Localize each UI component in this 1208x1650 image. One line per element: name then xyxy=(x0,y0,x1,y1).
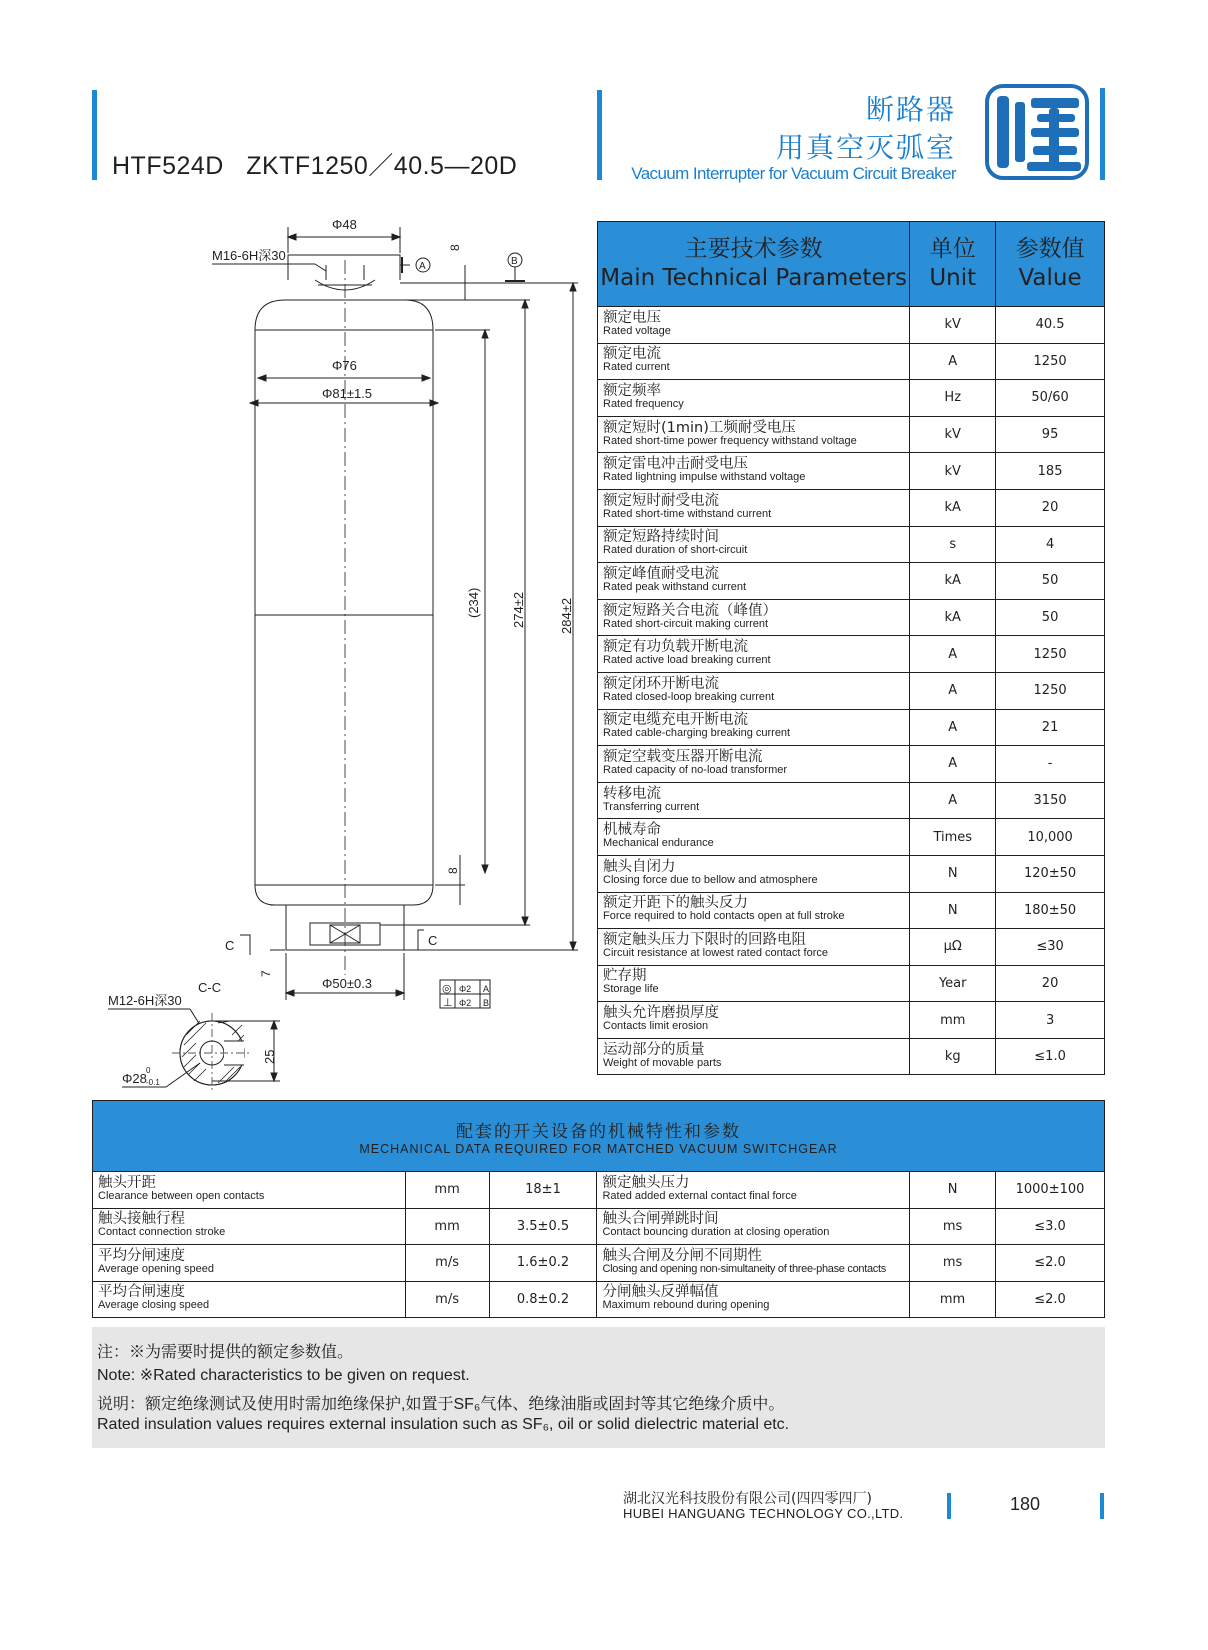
param-cell xyxy=(598,380,910,417)
header-value-cn: 参数值 xyxy=(1015,236,1085,262)
unit-cell: ms xyxy=(910,1208,996,1245)
footer-company-cn: 湖北汉光科技股份有限公司(四四零四厂) xyxy=(623,1491,872,1507)
header-unit xyxy=(910,222,996,307)
footer-bar-left xyxy=(947,1493,951,1519)
dim-274: 274±2 xyxy=(511,591,526,628)
thread-top-label: M16-6H深30 xyxy=(212,248,286,263)
value-cell: 50 xyxy=(996,599,1105,636)
param-cn: 平均分闸速度 xyxy=(98,1247,185,1264)
param-cell xyxy=(598,563,910,600)
table-row xyxy=(598,526,1105,563)
unit-cell: A xyxy=(910,746,996,783)
note-cn: 注：※为需要时提供的额定参数值。 xyxy=(97,1344,354,1361)
param-cell xyxy=(598,526,910,563)
value-cell: 95 xyxy=(996,416,1105,453)
unit-cell: Hz xyxy=(910,380,996,417)
table-row xyxy=(598,929,1105,966)
header-param-en: Main Technical Parameters xyxy=(600,265,908,291)
value-cell: ≤2.0 xyxy=(996,1281,1105,1318)
param-cell xyxy=(93,1245,406,1282)
table-row xyxy=(598,416,1105,453)
unit-cell: mm xyxy=(910,1002,996,1039)
value-cell: ≤1.0 xyxy=(996,1038,1105,1075)
unit-cell: Times xyxy=(910,819,996,856)
value-cell: 10,000 xyxy=(996,819,1105,856)
param-cn: 额定空载变压器开断电流 xyxy=(603,748,763,765)
unit-cell: kA xyxy=(910,563,996,600)
title-cn-line2: 用真空灭弧室 xyxy=(775,131,956,164)
param-cell xyxy=(598,855,910,892)
mech-table-header xyxy=(93,1101,1105,1172)
dim-7: 7 xyxy=(259,970,273,977)
table-row xyxy=(598,672,1105,709)
value-cell: 1.6±0.2 xyxy=(489,1245,597,1282)
table-row xyxy=(598,343,1105,380)
header-right-bar xyxy=(1100,88,1105,180)
mech-header-cn: 配套的开关设备的机械特性和参数 xyxy=(456,1121,741,1142)
param-cell xyxy=(598,672,910,709)
unit-cell: A xyxy=(910,672,996,709)
param-cn: 额定雷电冲击耐受电压 xyxy=(603,456,748,473)
unit-cell: A xyxy=(910,709,996,746)
value-cell: 0.8±0.2 xyxy=(489,1281,597,1318)
param-en: Rated short-time withstand current xyxy=(603,507,772,520)
param-cell xyxy=(598,929,910,966)
param-en: Weight of movable parts xyxy=(603,1056,722,1069)
unit-cell: kV xyxy=(910,416,996,453)
table-row xyxy=(598,819,1105,856)
param-cell xyxy=(598,599,910,636)
unit-cell: m/s xyxy=(405,1245,489,1282)
tol2-value: Φ2 xyxy=(459,998,472,1008)
param-en: Rated added external contact final force xyxy=(602,1189,797,1202)
header-value xyxy=(996,222,1105,307)
param-cell xyxy=(598,343,910,380)
value-cell: 120±50 xyxy=(996,855,1105,892)
datum-a: A xyxy=(419,261,426,272)
unit-cell: kV xyxy=(910,453,996,490)
value-cell: - xyxy=(996,746,1105,783)
interrupter-drawing xyxy=(100,205,585,1095)
param-en: Contact connection stroke xyxy=(98,1226,226,1239)
param-cn: 额定短路持续时间 xyxy=(603,529,719,546)
datum-b: B xyxy=(511,256,518,267)
param-cn: 触头允许磨损厚度 xyxy=(603,1005,719,1022)
param-cn: 额定电缆充电开断电流 xyxy=(603,712,748,729)
title-cn-line1: 断路器 xyxy=(865,93,956,126)
dim-284: 284±2 xyxy=(559,597,574,634)
param-cn: 额定频率 xyxy=(603,382,661,399)
dim-dia-28-lower: -0.1 xyxy=(146,1078,160,1087)
header-left-bar xyxy=(92,90,97,180)
param-en: Transferring current xyxy=(603,800,700,813)
param-en: Rated cable-charging breaking current xyxy=(603,727,791,740)
value-cell: 3 xyxy=(996,1002,1105,1039)
unit-cell: mm xyxy=(405,1172,489,1209)
param-cn: 额定短时(1min)工频耐受电压 xyxy=(603,419,796,436)
param-cell xyxy=(598,636,910,673)
param-en: Rated peak withstand current xyxy=(603,580,747,593)
param-cn: 平均合闸速度 xyxy=(98,1284,185,1301)
unit-cell: kA xyxy=(910,489,996,526)
unit-cell: N xyxy=(910,1172,996,1209)
table-row xyxy=(598,489,1105,526)
value-cell: 180±50 xyxy=(996,892,1105,929)
param-en: Circuit resistance at lowest rated contact force xyxy=(603,946,828,959)
title-en: Vacuum Interrupter for Vacuum Circuit Breaker xyxy=(631,164,956,183)
param-en: Rated short-circuit making current xyxy=(603,617,769,630)
value-cell: 20 xyxy=(996,489,1105,526)
table-row xyxy=(598,965,1105,1002)
param-cn: 触头合闸弹跳时间 xyxy=(602,1211,719,1228)
mech-header xyxy=(93,1101,1105,1172)
param-cell xyxy=(597,1245,910,1282)
remark-en: Rated insulation values requires external insulation such as SF₆, oil or solid dielectric material etc. xyxy=(97,1416,790,1433)
dim-dia-28: Φ28 xyxy=(122,1071,147,1086)
value-cell: 20 xyxy=(996,965,1105,1002)
param-cell xyxy=(597,1281,910,1318)
header-param-cn: 主要技术参数 xyxy=(684,236,823,262)
param-en: Average closing speed xyxy=(98,1299,210,1312)
value-cell: ≤30 xyxy=(996,929,1105,966)
param-cn: 运动部分的质量 xyxy=(603,1041,705,1058)
param-cn: 触头开距 xyxy=(98,1174,156,1191)
section-c-right: C xyxy=(428,933,438,948)
param-cell xyxy=(93,1172,406,1209)
param-en: Closing and opening non-simultaneity of three-phase contacts xyxy=(602,1262,886,1275)
header-unit-en: Unit xyxy=(929,265,977,291)
unit-cell: mm xyxy=(405,1208,489,1245)
header-value-en: Value xyxy=(1018,265,1082,291)
value-cell: 3150 xyxy=(996,782,1105,819)
table-row xyxy=(598,1038,1105,1075)
param-cn: 触头接触行程 xyxy=(98,1211,185,1228)
main-parameters-table xyxy=(597,221,1105,1075)
param-cn: 触头自闭力 xyxy=(603,858,676,875)
param-cell xyxy=(598,1038,910,1075)
value-cell: 1250 xyxy=(996,636,1105,673)
unit-cell: ms xyxy=(910,1245,996,1282)
footer-company-en: HUBEI HANGUANG TECHNOLOGY CO.,LTD. xyxy=(623,1506,904,1521)
value-cell: 1250 xyxy=(996,343,1105,380)
param-cn: 额定短路关合电流（峰值） xyxy=(603,602,777,619)
param-en: Rated active load breaking current xyxy=(603,654,771,667)
dim-8-bottom: 8 xyxy=(446,867,460,874)
model-title: HTF524D ZKTF1250／40.5—20D xyxy=(112,152,518,180)
param-en: Maximum rebound during opening xyxy=(602,1299,770,1312)
mechanical-data-table xyxy=(92,1100,1105,1318)
param-en: Rated frequency xyxy=(603,397,684,410)
table-row xyxy=(93,1245,1105,1282)
table-row xyxy=(598,746,1105,783)
unit-cell: μΩ xyxy=(910,929,996,966)
param-cell xyxy=(598,782,910,819)
unit-cell: A xyxy=(910,636,996,673)
param-cn: 额定电压 xyxy=(603,309,661,326)
table-row xyxy=(598,563,1105,600)
table-row xyxy=(598,1002,1105,1039)
param-en: Rated duration of short-circuit xyxy=(603,544,748,557)
unit-cell: kV xyxy=(910,307,996,344)
param-en: Rated capacity of no-load transformer xyxy=(603,763,788,776)
unit-cell: A xyxy=(910,343,996,380)
param-en: Contact bouncing duration at closing operation xyxy=(602,1226,830,1239)
param-cn: 转移电流 xyxy=(603,785,661,802)
tol2-symbol: ⊥ xyxy=(443,997,453,1009)
dim-234: (234) xyxy=(466,587,481,618)
dim-dia-48: Φ48 xyxy=(332,217,357,232)
value-cell: 40.5 xyxy=(996,307,1105,344)
main-table-header xyxy=(598,222,1105,307)
param-cn: 额定触头压力 xyxy=(602,1174,690,1191)
value-cell: 1000±100 xyxy=(996,1172,1105,1209)
param-cn: 额定触头压力下限时的回路电阻 xyxy=(603,931,806,948)
note-en: Note: ※Rated characteristics to be given on request. xyxy=(97,1367,470,1384)
page-number: 180 xyxy=(1010,1494,1041,1514)
param-en: Force required to hold contacts open at full stroke xyxy=(603,910,845,923)
section-c-left: C xyxy=(225,938,235,953)
param-cn: 额定闭环开断电流 xyxy=(603,675,719,692)
dim-dia-81: Φ81±1.5 xyxy=(322,386,373,401)
header-unit-cn: 单位 xyxy=(929,236,976,262)
tol1-datum: A xyxy=(483,984,490,994)
param-cell xyxy=(93,1208,406,1245)
tol2-datum: B xyxy=(483,998,490,1008)
param-cell xyxy=(597,1172,910,1209)
param-cn: 机械寿命 xyxy=(603,822,661,839)
remark-cn: 说明：额定绝缘测试及使用时需加绝缘保护,如置于SF₆气体、绝缘油脂或固封等其它绝缘介质中。 xyxy=(97,1396,785,1413)
param-cn: 分闸触头反弹幅值 xyxy=(602,1284,719,1301)
param-en: Contacts limit erosion xyxy=(603,1020,709,1033)
param-cell xyxy=(597,1208,910,1245)
dim-25: 25 xyxy=(262,1049,277,1064)
unit-cell: s xyxy=(910,526,996,563)
value-cell: 50/60 xyxy=(996,380,1105,417)
param-cn: 额定电流 xyxy=(603,346,661,363)
param-cn: 额定峰值耐受电流 xyxy=(603,565,719,582)
unit-cell: N xyxy=(910,892,996,929)
unit-cell: A xyxy=(910,782,996,819)
table-row xyxy=(93,1172,1105,1209)
table-row xyxy=(93,1281,1105,1318)
dim-dia-76: Φ76 xyxy=(332,358,357,373)
tol1-value: Φ2 xyxy=(459,984,472,994)
table-row xyxy=(598,782,1105,819)
table-row xyxy=(598,892,1105,929)
param-cn: 额定有功负载开断电流 xyxy=(603,639,748,656)
param-en: Average opening speed xyxy=(98,1262,215,1275)
dim-dia-50: Φ50±0.3 xyxy=(322,976,373,991)
param-en: Rated short-time power frequency withstand voltage xyxy=(603,434,857,447)
param-cn: 触头合闸及分闸不同期性 xyxy=(602,1247,762,1264)
value-cell: 3.5±0.5 xyxy=(489,1208,597,1245)
unit-cell: Year xyxy=(910,965,996,1002)
param-cell xyxy=(598,453,910,490)
param-en: Rated lightning impulse withstand voltage xyxy=(603,471,806,484)
param-cell xyxy=(598,965,910,1002)
param-cell xyxy=(93,1281,406,1318)
value-cell: 18±1 xyxy=(489,1172,597,1209)
dim-dia-28-upper: 0 xyxy=(146,1066,151,1075)
param-cell xyxy=(598,819,910,856)
param-cell xyxy=(598,1002,910,1039)
param-en: Rated current xyxy=(603,361,670,374)
param-en: Closing force due to bellow and atmosphere xyxy=(603,873,818,886)
table-row xyxy=(598,599,1105,636)
param-cell xyxy=(598,892,910,929)
param-cell xyxy=(598,746,910,783)
unit-cell: kA xyxy=(910,599,996,636)
table-row xyxy=(93,1208,1105,1245)
notes-box xyxy=(92,1327,1105,1448)
param-cell xyxy=(598,489,910,526)
thread-bottom-label: M12-6H深30 xyxy=(108,993,182,1008)
value-cell: ≤2.0 xyxy=(996,1245,1105,1282)
value-cell: 50 xyxy=(996,563,1105,600)
param-cell xyxy=(598,307,910,344)
value-cell: ≤3.0 xyxy=(996,1208,1105,1245)
unit-cell: mm xyxy=(910,1281,996,1318)
table-row xyxy=(598,709,1105,746)
header-middle-bar xyxy=(597,90,602,180)
value-cell: 4 xyxy=(996,526,1105,563)
table-row xyxy=(598,636,1105,673)
unit-cell: N xyxy=(910,855,996,892)
unit-cell: m/s xyxy=(405,1281,489,1318)
param-en: Mechanical endurance xyxy=(603,837,714,850)
header-param xyxy=(598,222,910,307)
unit-cell: kg xyxy=(910,1038,996,1075)
param-cn: 额定短时耐受电流 xyxy=(603,492,719,509)
param-en: Storage life xyxy=(603,983,659,996)
tol1-symbol: ◎ xyxy=(442,983,452,995)
param-cell xyxy=(598,709,910,746)
value-cell: 1250 xyxy=(996,672,1105,709)
footer-bar-right xyxy=(1100,1493,1104,1519)
param-cn: 贮存期 xyxy=(603,968,647,985)
value-cell: 21 xyxy=(996,709,1105,746)
param-en: Rated voltage xyxy=(603,324,671,337)
param-cn: 额定开距下的触头反力 xyxy=(603,895,748,912)
value-cell: 185 xyxy=(996,453,1105,490)
param-en: Rated closed-loop breaking current xyxy=(603,690,775,703)
table-row xyxy=(598,453,1105,490)
param-en: Clearance between open contacts xyxy=(98,1189,265,1202)
table-row xyxy=(598,307,1105,344)
dim-8-top: 8 xyxy=(448,244,462,251)
table-row xyxy=(598,380,1105,417)
param-cell xyxy=(598,416,910,453)
section-cc-label: C-C xyxy=(198,980,222,995)
hanguang-logo-icon xyxy=(985,84,1089,180)
table-row xyxy=(598,855,1105,892)
mech-header-en: MECHANICAL DATA REQUIRED FOR MATCHED VACUUM SWITCHGEAR xyxy=(359,1141,838,1156)
